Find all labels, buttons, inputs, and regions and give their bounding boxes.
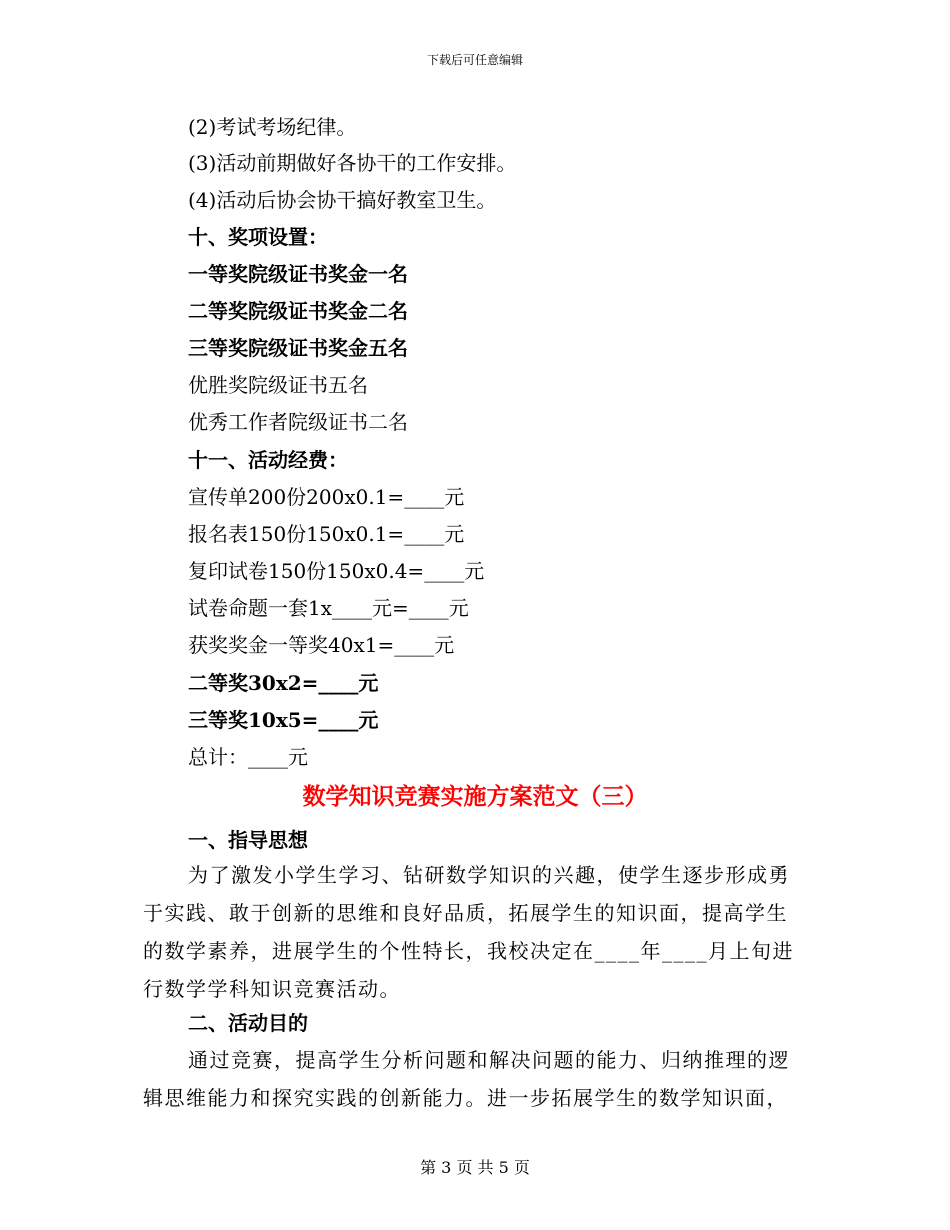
section-heading-funds: 十一、活动经费： bbox=[188, 448, 348, 472]
document-title: 数学知识竞赛实施方案范文（三） bbox=[302, 783, 648, 810]
award-item: 二等奖院级证书奖金二名 bbox=[188, 299, 408, 323]
award-item: 优胜奖院级证书五名 bbox=[188, 373, 368, 397]
list-item: (3)活动前期做好各协干的工作安排。 bbox=[188, 151, 517, 175]
page-footer: 第 3 页 共 5 页 bbox=[420, 1158, 530, 1177]
fund-item: 复印试卷150份150x0.4=____元 bbox=[188, 559, 485, 583]
page-header: 下载后可任意编辑 bbox=[426, 53, 523, 67]
paragraph-line: 辑思维能力和探究实践的创新能力。进一步拓展学生的数学知识面， bbox=[143, 1086, 788, 1110]
fund-item: 报名表150份150x0.1=____元 bbox=[188, 522, 465, 546]
list-item: (2)考试考场纪律。 bbox=[188, 115, 357, 139]
list-item: (4)活动后协会协干搞好教室卫生。 bbox=[188, 188, 497, 212]
award-item: 三等奖院级证书奖金五名 bbox=[188, 336, 408, 360]
paragraph-line: 的数学素养，进展学生的个性特长，我校决定在____年____月上旬进 bbox=[143, 939, 794, 963]
fund-item: 二等奖30x2=____元 bbox=[188, 671, 379, 695]
fund-item: 三等奖10x5=____元 bbox=[188, 708, 379, 732]
fund-item: 宣传单200份200x0.1=____元 bbox=[188, 485, 465, 509]
paragraph-line: 为了激发小学生学习、钻研数学知识的兴趣，使学生逐步形成勇 bbox=[188, 863, 790, 887]
section-heading-purpose: 二、活动目的 bbox=[188, 1011, 308, 1035]
fund-item: 获奖奖金一等奖40x1=____元 bbox=[188, 633, 455, 657]
section-heading-guiding: 一、指导思想 bbox=[188, 828, 308, 852]
section-heading-awards: 十、奖项设置： bbox=[188, 225, 328, 249]
paragraph-line: 于实践、敢于创新的思维和良好品质，拓展学生的知识面，提高学生 bbox=[143, 901, 788, 925]
fund-item: 试卷命题一套1x____元=____元 bbox=[188, 596, 469, 620]
paragraph-line: 行数学学科知识竞赛活动。 bbox=[143, 977, 401, 1001]
paragraph-line: 通过竞赛，提高学生分析问题和解决问题的能力、归纳推理的逻 bbox=[188, 1048, 790, 1072]
award-item: 一等奖院级证书奖金一名 bbox=[188, 262, 408, 286]
fund-total: 总计：____元 bbox=[188, 745, 308, 769]
award-item: 优秀工作者院级证书二名 bbox=[188, 410, 408, 434]
